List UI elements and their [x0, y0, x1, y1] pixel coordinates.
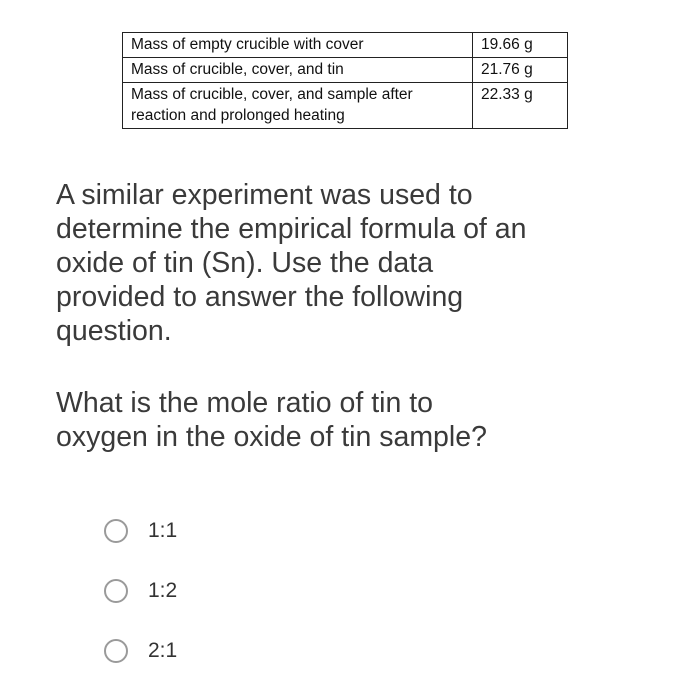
table-cell-value: 22.33 g	[473, 83, 568, 129]
table-cell-label: Mass of empty crucible with cover	[123, 33, 473, 58]
radio-button-icon[interactable]	[104, 519, 128, 543]
table-cell-value: 19.66 g	[473, 33, 568, 58]
question-prompt	[56, 178, 656, 348]
table-cell-label-line: reaction and prolonged heating	[131, 107, 345, 124]
radio-button-icon[interactable]	[104, 639, 128, 663]
option-label: 1:1	[148, 519, 178, 542]
answer-options	[104, 516, 177, 696]
table-row	[123, 83, 568, 129]
prompt-line: question.	[56, 315, 172, 347]
table-row	[123, 58, 568, 83]
radio-button-icon[interactable]	[104, 579, 128, 603]
question-line: oxygen in the oxide of tin sample?	[56, 421, 487, 453]
question-text	[56, 386, 656, 454]
table-cell-label-line: Mass of crucible, cover, and sample after	[131, 86, 413, 103]
answer-option-2-1[interactable]	[104, 636, 177, 666]
prompt-line: provided to answer the following	[56, 281, 464, 313]
option-label: 1:2	[148, 579, 178, 602]
table-cell-label	[123, 83, 473, 129]
table-cell-label: Mass of crucible, cover, and tin	[123, 58, 473, 83]
prompt-line: A similar experiment was used to	[56, 179, 473, 211]
mass-data-table	[122, 32, 568, 129]
prompt-line: determine the empirical formula of an	[56, 213, 527, 245]
table-row	[123, 33, 568, 58]
question-line: What is the mole ratio of tin to	[56, 387, 433, 419]
answer-option-1-1[interactable]	[104, 516, 177, 546]
prompt-line: oxide of tin (Sn). Use the data	[56, 247, 434, 279]
table-cell-value: 21.76 g	[473, 58, 568, 83]
answer-option-1-2[interactable]	[104, 576, 177, 606]
option-label: 2:1	[148, 639, 178, 662]
